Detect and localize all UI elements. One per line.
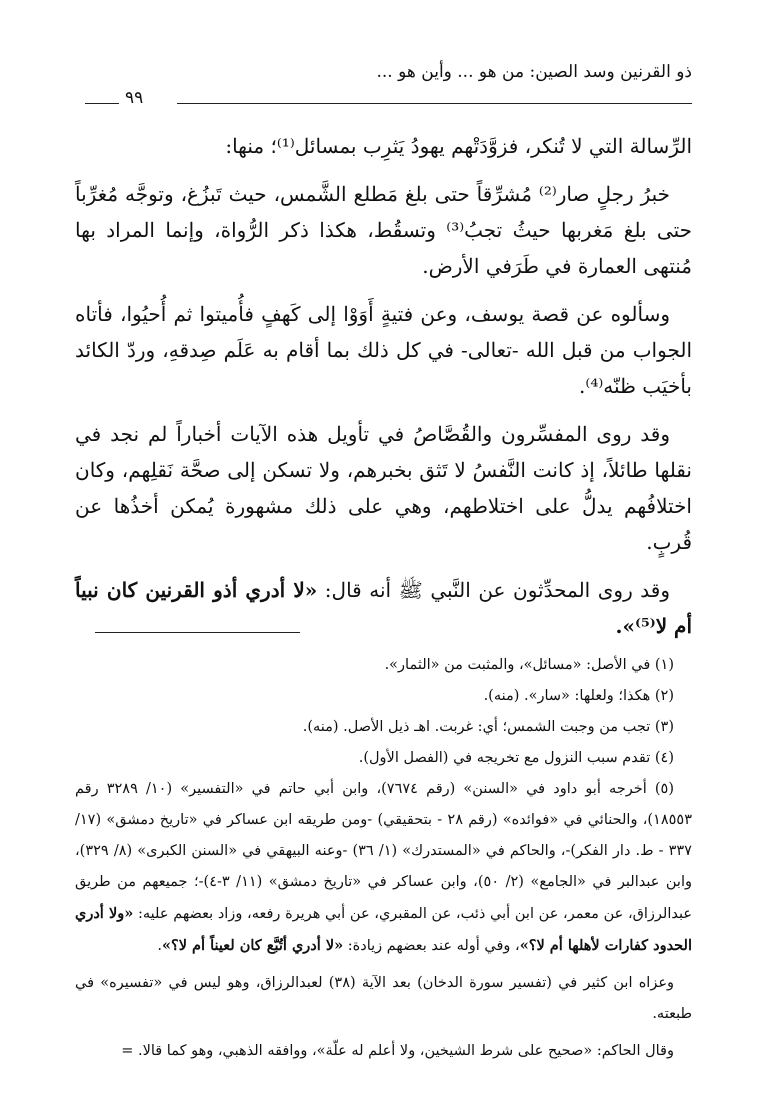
footnote-5-end: . [157,938,162,954]
main-text [75,128,692,656]
paragraph-5-intro: وقد روى المحدِّثون عن النَّبي ﷺ أنه قال: [317,578,671,602]
footnote-4: (٤) تقدم سبب النزول مع تخريجه في (الفصل الأول). [358,750,674,766]
paragraph-4: وقد روى المفسِّرون والقُصَّاصُ في تأويل هذه الآيات أخباراً لم نجد في نقلها طائلاً، إذ كانت النَّفسُ لا تَثق بخبرهم، ولا تسكن إلى صحَّة نَقلِهم، وكان اختلافُهم يدلُّ على اختلاطهم، وهي على ذلك مشهورة يُمكن أخذُها عن قُربٍ. [75,422,692,554]
footnote-5-continued-1: وعزاه ابن كثير في (تفسير سورة الدخان) بعد الآية (٣٨) لعبدالرزاق، وهو ليس في «تفسيره» في طبعته. [75,975,692,1022]
hadith-quote: «لا أدري أذو القرنين كان نبياً أم لا⁽⁵⁾». [75,578,692,638]
paragraph-2: خبرُ رجلٍ صار⁽²⁾ مُشرِّقاً حتى بلغ مَطلع الشَّمس، حيث تَبزُغ، وتوجَّه مُغرِّباً حتى بلغ مَغربها حيثُ تجبُ⁽³⁾ وتسقُط، هكذا ذكر الرُّواة، وإنما المراد بها مُنتهى العمارة في طَرَفي الأرض. [75,182,692,278]
page-header [85,60,692,108]
footnote-5-continued-2: وقال الحاكم: «صحيح على شرط الشيخين، ولا أعلم له علّة»، ووافقه الذهبي، وهو كما قالا. = [121,1043,674,1059]
footnotes [75,650,692,1067]
footnote-5 [75,774,692,962]
running-title: ذو القرنين وسد الصين: من هو ... وأين هو ... [376,62,692,82]
paragraph-5 [75,572,692,644]
paragraph-3: وسألوه عن قصة يوسف، وعن فتيةٍ أَوَوْا إلى كَهفٍ فأُميتوا ثم أُحيُوا، فأتاه الجواب من قبل الله -تعالى- في كل ذلك بما أقام به عَلَم صِدقهِ، وردّ الكائد بأخيَب ظنّه⁽⁴⁾. [75,302,693,398]
footnote-5-quote-1: «ولا أدري الحدود كفارات لأهلها أم لا؟» [75,905,692,954]
footnote-5-mid: ، وفي أوله عند بعضهم زيادة: [343,938,520,954]
page-number: ٩٩ [125,88,144,108]
header-rule-right [177,103,692,104]
footnote-separator [95,632,300,633]
footnote-3: (٣) تجب من وجبت الشمس؛ أي: غربت. اهـ ذيل الأصل. (منه). [302,719,674,735]
paragraph-1: الرِّسالة التي لا تُنكر، فزوَّدَتْهم يهودُ يَثرِب بمسائل⁽¹⁾؛ منها: [225,134,692,158]
header-rule-left [85,103,119,104]
footnote-5-text: (٥) أخرجه أبو داود في «السنن» (رقم ٧٦٧٤)، وابن أبي حاتم في «التفسير» (١٠/ ٣٢٨٩ رقم ١٨٥٥٣)، والحنائي في «فوائده» (رقم ٢٨ - بتحقيقي) -ومن طريقه ابن عساكر في «تاريخ دمشق» (١٧/ ٣٣٧ - ط. دار الفكر)-، والحاكم في «المستدرك» (١/ ٣٦) -وعنه البيهقي في «السنن الكبرى» (٨/ ٣٢٩)، وابن عبدالبر في «الجامع» (٢/ ٥٠)، وابن عساكر في «تاريخ دمشق» (١١/ ٣-٤)-؛ جميعهم من طريق عبدالرزاق، عن معمر، عن ابن أبي ذئب، عن المقبري، عن أبي هريرة رفعه، وزاد بعضهم عليه: [75,781,692,922]
footnote-2: (٢) هكذا؛ ولعلها: «سار». (منه). [483,688,674,704]
footnote-1: (١) في الأصل: «مسائل»، والمثبت من «الثمار». [384,657,674,673]
footnote-5-quote-2: «لا أدري أتُبَّع كان لعيناً أم لا؟» [161,937,344,954]
